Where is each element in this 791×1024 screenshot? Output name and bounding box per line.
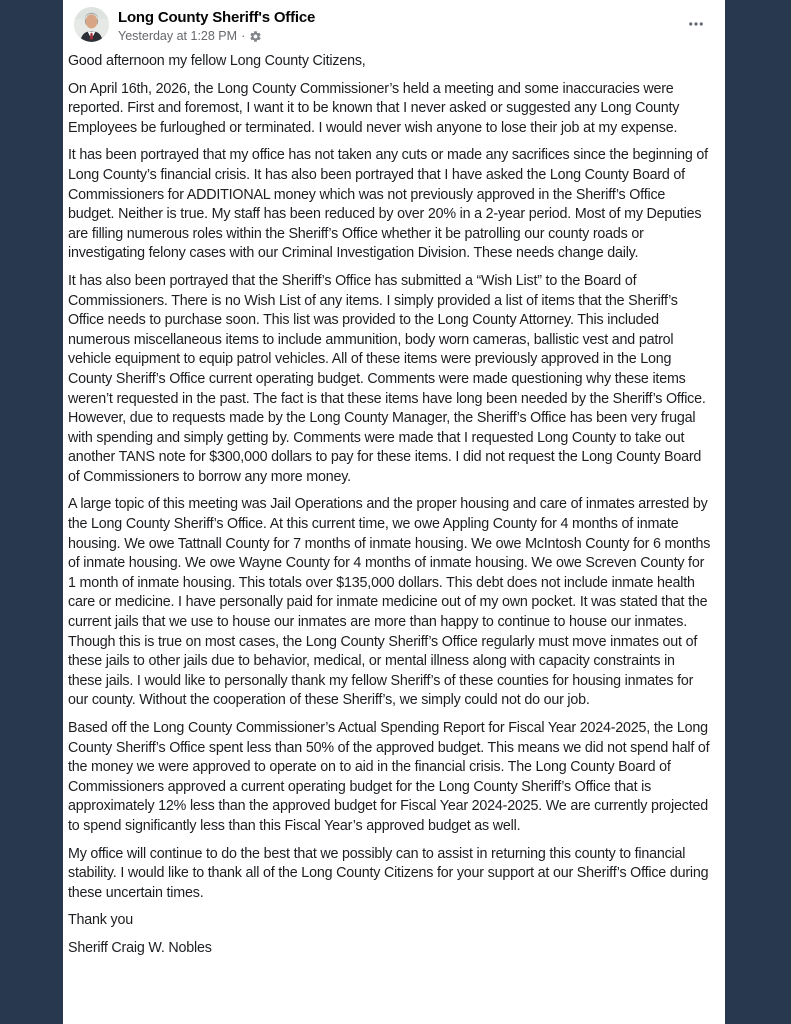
header-meta <box>118 7 681 44</box>
ellipsis-icon <box>687 15 705 33</box>
author-name[interactable]: Long County Sheriff's Office <box>118 9 316 26</box>
post-card <box>63 0 725 1024</box>
timestamp[interactable]: Yesterday at 1:28 PM <box>118 29 238 43</box>
dot-separator: · <box>241 29 246 43</box>
post-paragraph: Based off the Long County Commissioner’s Actual Spending Report for Fiscal Year 2024-2025, the Long County Sheriff’s Office spent less than 50% of the approved budget. This means we did not spend half of the money we were approved to operate on to aid in the financial crisis. The Long County Board of Commissioners approved a current operating budget for the Long County Sheriff’s Office that is approximately 12% less than the approved budget for Fiscal Year 2024-2025. We are currently projected to spend significantly less than this Fiscal Year’s approved budget as well. <box>68 720 710 834</box>
post-menu-button[interactable] <box>681 11 711 37</box>
post-paragraph: It has been portrayed that my office has not taken any cuts or made any sacrifices since the beginning of Long County’s financial crisis. It has also been portrayed that I have asked the Long County Board of Commissioners for ADDITIONAL money which was not previously approved in the Sheriff’s Office budget. Neither is true. My staff has been reduced by over 20% in a 2-year period. Most of my Deputies are filling numerous roles within the Sheriff’s Office whether it be patrolling our county roads or investigating felony cases with our Criminal Investigation Division. These needs change daily. <box>68 147 708 262</box>
gear-icon <box>249 30 262 43</box>
post-paragraph: My office will continue to do the best that we possibly can to assist in returning this county to financial stability. I would like to thank all of the Long County Citizens for your support at our Sheriff’s Office during these uncertain times. <box>68 845 709 901</box>
post-paragraph: On April 16th, 2026, the Long County Commissioner’s held a meeting and some inaccuracies were reported. First and foremost, I want it to be known that I never asked or suggested any Long County Employees be furloughed or terminated. I would never wish anyone to lose their job at my expense. <box>68 80 680 136</box>
post-paragraph: Good afternoon my fellow Long County Citizens, <box>68 53 366 69</box>
avatar[interactable] <box>74 7 109 42</box>
post-paragraph: A large topic of this meeting was Jail Operations and the proper housing and care of inmates arrested by the Long County Sheriff’s Office. At this current time, we owe Appling County for 4 months of inmate housing. We owe Tattnall County for 7 months of inmate housing. We owe McIntosh County for 6 months of inmate housing. We owe Wayne County for 4 months of inmate housing. We owe Screven County for 1 month of inmate housing. This totals over $135,000 dollars. This debt does not include inmate health care or medicine. I have personally paid for inmate medicine out of my own pocket. It was stated that the current jails that we use to house our inmates are more than happy to continue to house our inmates. Though this is true on most cases, the Long County Sheriff’s Office regularly must move inmates out of these jails to other jails due to behavior, medical, or mental illness along with capacity constraints in these jails. I would like to personally thank my fellow Sheriff’s of these counties for housing inmates for our county. Without the cooperation of these Sheriff’s, we simply could not do our job. <box>68 496 711 709</box>
post-paragraph: Thank you <box>68 912 133 929</box>
post-paragraph: Sheriff Craig W. Nobles <box>68 939 212 956</box>
sheriff-portrait-icon <box>74 7 109 42</box>
post-paragraph: It has also been portrayed that the Sheriff’s Office has submitted a “Wish List” to the Board of Commissioners. There is no Wish List of any items. I simply provided a list of items that the Sheriff’s Office needs to purchase soon. This list was provided to the Long County Attorney. This included numerous miscellaneous items to include ammunition, body worn cameras, ballistic vest and patrol vehicle equipment to equip patrol vehicles. All of these items were previously approved in the Long County Sheriff’s Office current operating budget. Comments were made questioning why these items weren’t requested in the past. The fact is that these items have long been needed by the Sheriff’s Office. However, due to requests made by the Long County Manager, the Sheriff’s Office has been very frugal with spending and simply getting by. Comments were made that I requested Long County to take out another TANS note for $300,000 dollars to pay for these items. I did not request the Long County Board of Commissioners to borrow any more money. <box>68 272 706 485</box>
post-body <box>63 46 725 969</box>
post-header <box>63 0 725 46</box>
post-subline <box>118 28 681 44</box>
